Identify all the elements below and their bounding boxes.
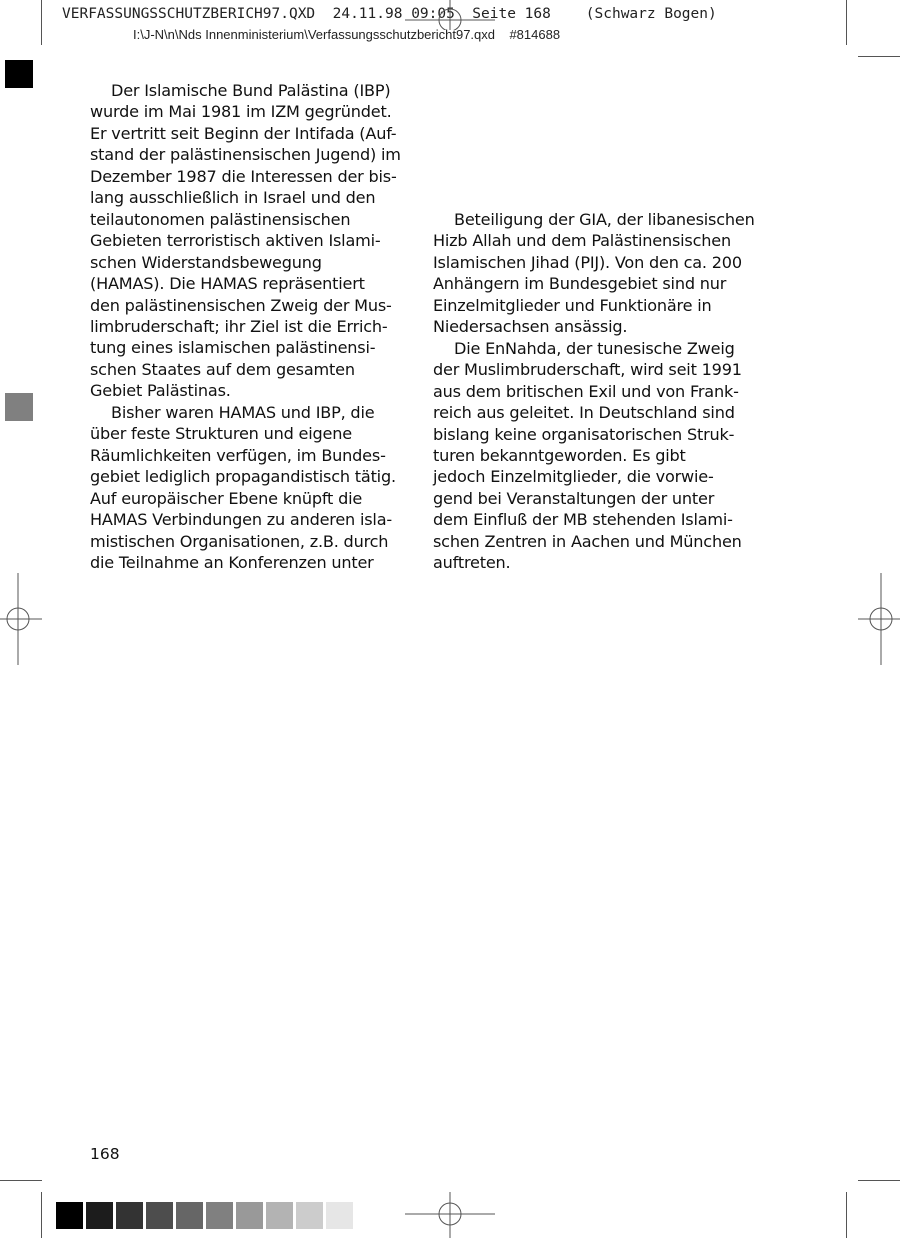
file-path-line: I:\J-N\n\Nds Innenministerium\Verfassungsschutzbericht97.qxd #814688 xyxy=(133,27,561,42)
paragraph xyxy=(433,209,755,338)
text-line: dem Einfluß der MB stehenden Islami- xyxy=(433,510,733,530)
text-line: (HAMAS). Die HAMAS repräsentiert xyxy=(90,274,365,294)
text-line: schen Widerstandsbewegung xyxy=(90,252,322,272)
gray-swatch xyxy=(206,1202,233,1229)
text-line: Anhängern im Bundesgebiet sind nur xyxy=(433,274,727,294)
text-line: Gebieten terroristisch aktiven Islami- xyxy=(90,231,381,251)
text-line: über feste Strukturen und eigene xyxy=(90,424,352,444)
text-line: auftreten. xyxy=(433,553,511,573)
registration-mark-top xyxy=(405,0,495,30)
crop-mark xyxy=(41,0,42,45)
text-line: schen Zentren in Aachen und München xyxy=(433,531,742,551)
grayscale-control-strip xyxy=(56,1202,356,1229)
text-line: lang ausschließlich in Israel und den xyxy=(90,188,376,208)
text-line: Gebiet Palästinas. xyxy=(90,381,231,401)
gray-swatch xyxy=(266,1202,293,1229)
text-line: den palästinensischen Zweig der Mus- xyxy=(90,295,392,315)
text-line: bislang keine organisatorischen Struk- xyxy=(433,424,735,444)
section-marker-black xyxy=(5,60,33,88)
left-text-column xyxy=(90,80,408,573)
paragraph xyxy=(90,402,408,574)
gray-swatch xyxy=(236,1202,263,1229)
text-line: limbruderschaft; ihr Ziel ist die Errich- xyxy=(90,316,388,336)
section-marker-gray xyxy=(5,393,33,421)
text-line: tung eines islamischen palästinensi- xyxy=(90,338,376,358)
text-line: mistischen Organisationen, z.B. durch xyxy=(90,531,389,551)
gray-swatch xyxy=(56,1202,83,1229)
text-line: gebiet lediglich propagandistisch tätig. xyxy=(90,467,396,487)
crop-mark xyxy=(858,56,900,57)
text-line: Islamischen Jihad (PIJ). Von den ca. 200 xyxy=(433,252,742,272)
gray-swatch xyxy=(146,1202,173,1229)
text-line: Niedersachsen ansässig. xyxy=(433,317,628,337)
text-line: Der Islamische Bund Palästina (IBP) xyxy=(111,81,391,100)
crop-mark xyxy=(846,0,847,45)
slug-line: VERFASSUNGSSCHUTZBERICH97.QXD 24.11.98 09:05 Seite 168 (Schwarz Bogen) xyxy=(62,6,717,22)
gray-swatch xyxy=(116,1202,143,1229)
registration-mark-right xyxy=(856,573,900,665)
text-line: Dezember 1987 die Interessen der bis- xyxy=(90,166,397,186)
right-text-column xyxy=(433,209,755,574)
text-line: Einzelmitglieder und Funktionäre in xyxy=(433,295,712,315)
text-line: turen bekanntgeworden. Es gibt xyxy=(433,445,686,465)
text-line: reich aus geleitet. In Deutschland sind xyxy=(433,403,735,423)
crop-mark xyxy=(846,1192,847,1238)
gray-swatch xyxy=(326,1202,353,1229)
registration-mark-bottom xyxy=(405,1192,495,1238)
text-line: schen Staates auf dem gesamten xyxy=(90,359,355,379)
crop-mark xyxy=(0,1180,42,1181)
text-line: der Muslimbruderschaft, wird seit 1991 xyxy=(433,360,742,380)
paragraph xyxy=(90,80,408,402)
text-line: Die EnNahda, der tunesische Zweig xyxy=(454,338,735,358)
text-line: Hizb Allah und dem Palästinensischen xyxy=(433,231,731,251)
gray-swatch xyxy=(296,1202,323,1229)
page-number: 168 xyxy=(90,1145,120,1163)
text-line: HAMAS Verbindungen zu anderen isla- xyxy=(90,510,392,530)
text-line: Bisher waren HAMAS und IBP, die xyxy=(111,402,375,422)
text-line: die Teilnahme an Konferenzen unter xyxy=(90,552,374,572)
text-line: Beteiligung der GIA, der libanesischen xyxy=(454,210,755,229)
text-line: Er vertritt seit Beginn der Intifada (Auf- xyxy=(90,123,397,143)
text-line: Räumlichkeiten verfügen, im Bundes- xyxy=(90,445,386,465)
text-line: gend bei Veranstaltungen der unter xyxy=(433,488,715,508)
gray-swatch xyxy=(176,1202,203,1229)
text-line: Auf europäischer Ebene knüpft die xyxy=(90,488,363,508)
text-line: teilautonomen palästinensischen xyxy=(90,209,351,229)
registration-mark-left xyxy=(0,573,44,665)
text-line: jedoch Einzelmitglieder, die vorwie- xyxy=(433,467,714,487)
text-line: stand der palästinensischen Jugend) im xyxy=(90,145,401,165)
text-line: wurde im Mai 1981 im IZM gegründet. xyxy=(90,102,392,122)
text-line: aus dem britischen Exil und von Frank- xyxy=(433,381,739,401)
crop-mark xyxy=(41,1192,42,1238)
gray-swatch xyxy=(86,1202,113,1229)
paragraph xyxy=(433,338,751,574)
crop-mark xyxy=(858,1180,900,1181)
